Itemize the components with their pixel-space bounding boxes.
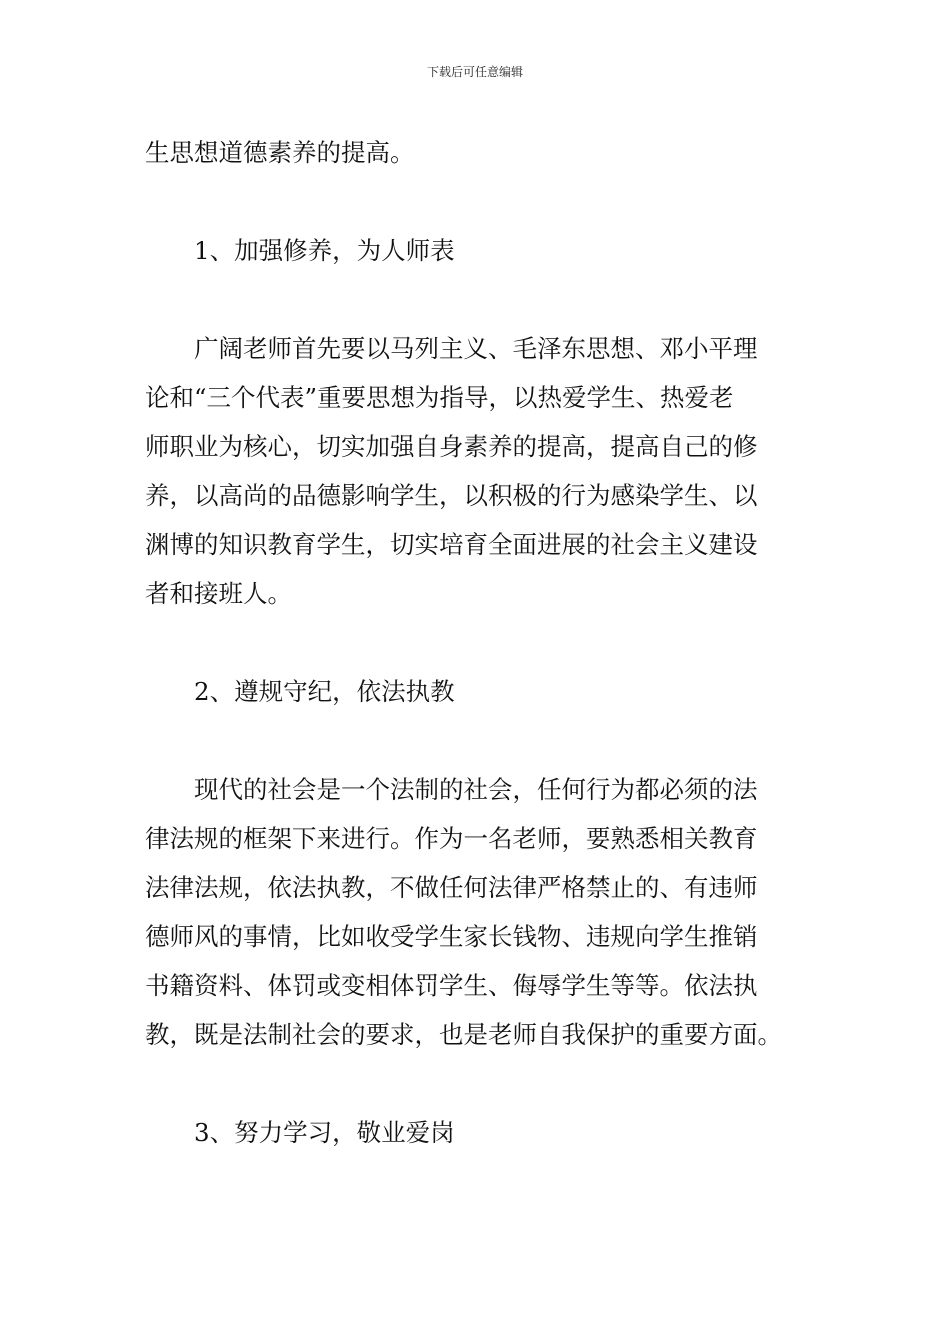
section-heading-2	[145, 667, 810, 716]
text-line: 渊博的知识教育学生，切实培育全面进展的社会主义建设	[145, 530, 758, 559]
paragraph-gap	[145, 177, 810, 226]
document-body	[145, 128, 810, 1157]
paragraph-gap	[145, 1059, 810, 1108]
paragraph-gap	[145, 618, 810, 667]
text-line: 法律法规，依法执教，不做任何法律严格禁止的、有违师	[145, 873, 758, 902]
text-line: 论和“三个代表”重要思想为指导，以热爱学生、热爱老	[145, 383, 734, 412]
text-line: 师职业为核心，切实加强自身素养的提高，提高自己的修	[145, 432, 758, 461]
text-line: 养，以高尚的品德影响学生，以积极的行为感染学生、以	[145, 481, 758, 510]
heading-text: 3、努力学习，敬业爱岗	[194, 1118, 455, 1147]
heading-text: 1、加强修养，为人师表	[194, 236, 455, 265]
text-line: 德师风的事情，比如收受学生家长钱物、违规向学生推销	[145, 922, 758, 951]
text-line: 广阔老师首先要以马列主义、毛泽东思想、邓小平理	[194, 334, 758, 363]
text-line: 者和接班人。	[145, 579, 292, 608]
paragraph-1	[145, 324, 810, 618]
page-header: 下载后可任意编辑	[426, 65, 523, 79]
text-line: 律法规的框架下来进行。作为一名老师，要熟悉相关教育	[145, 824, 758, 853]
text-line: 现代的社会是一个法制的社会，任何行为都必须的法	[194, 775, 758, 804]
text-line: 书籍资料、体罚或变相体罚学生、侮辱学生等等。依法执	[145, 971, 758, 1000]
paragraph-gap	[145, 716, 810, 765]
text-line: 教，既是法制社会的要求，也是老师自我保护的重要方面。	[145, 1020, 782, 1049]
section-heading-1	[145, 226, 810, 275]
text-line: 生思想道德素养的提高。	[145, 138, 415, 167]
paragraph-2	[145, 765, 810, 1059]
section-heading-3	[145, 1108, 810, 1157]
paragraph-gap	[145, 275, 810, 324]
heading-text: 2、遵规守纪，依法执教	[194, 677, 455, 706]
paragraph-continuation	[145, 128, 810, 177]
